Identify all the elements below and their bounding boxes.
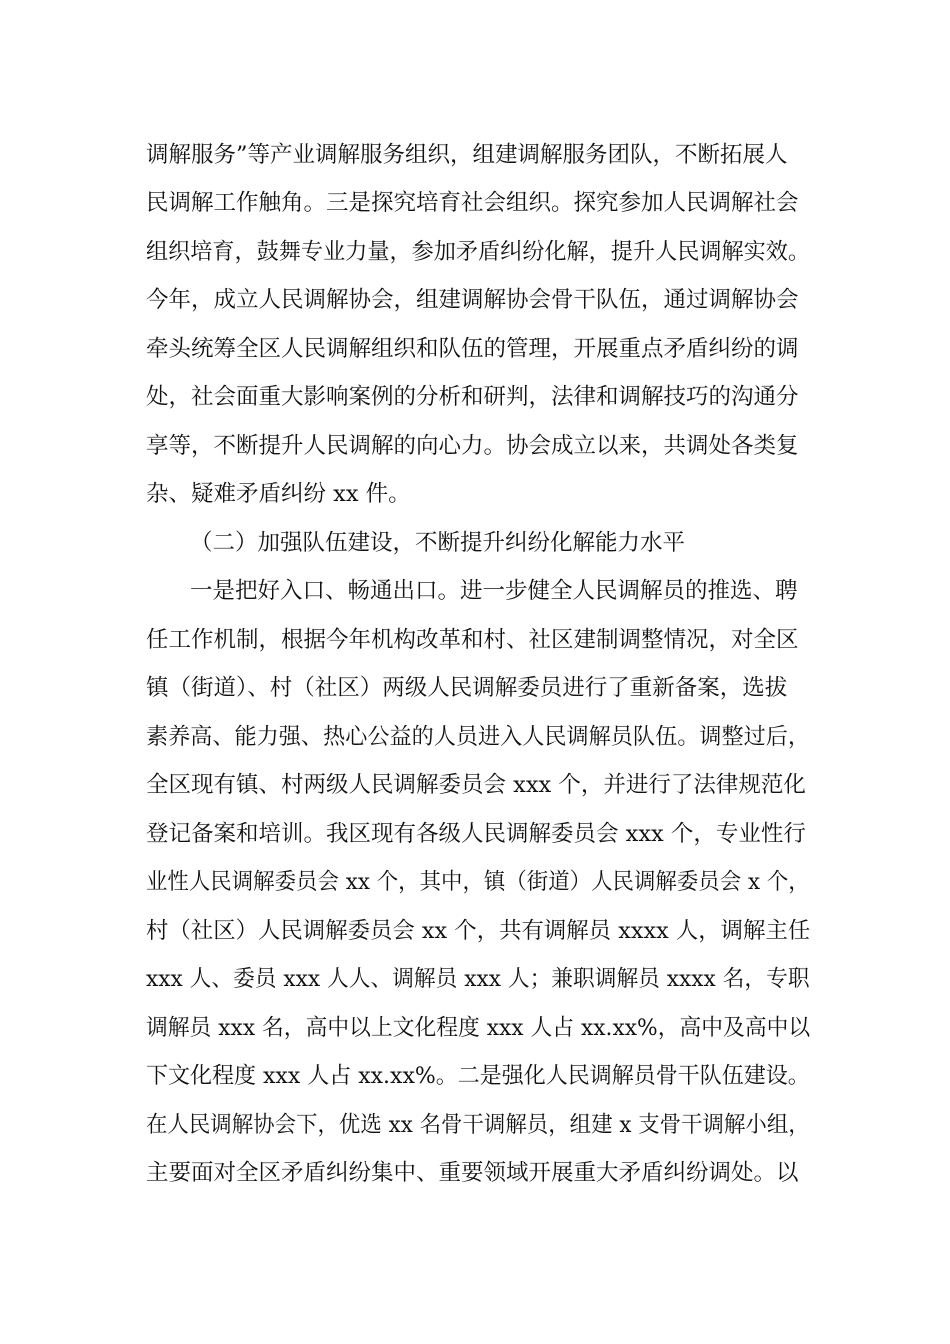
text-line-16: 业性人民调解委员会 xx 个，其中，镇（街道）人民调解委员会 x 个，	[146, 869, 810, 895]
text-line-18: xxx 人、委员 xxx 人人、调解员 xxx 人；兼职调解员 xxxx 名，专职	[146, 966, 810, 992]
text-line-6: 处，社会面重大影响案例的分析和研判，法律和调解技巧的沟通分	[146, 384, 799, 410]
text-line-4: 今年，成立人民调解协会，组建调解协会骨干队伍，通过调解协会	[146, 287, 799, 313]
text-line-22: 主要面对全区矛盾纠纷集中、重要领域开展重大矛盾纠纷调处。以	[146, 1160, 799, 1186]
text-line-20: 下文化程度 xxx 人占 xx.xx%。二是强化人民调解员骨干队伍建设。	[146, 1063, 810, 1089]
text-line-11: 任工作机制，根据今年机构改革和村、社区建制调整情况，对全区	[146, 627, 799, 653]
text-line-12: 镇（街道）、村（社区）两级人民调解委员进行了重新备案，选拔	[146, 675, 788, 701]
text-line-8: 杂、疑难矛盾纠纷 xx 件。	[146, 481, 411, 507]
text-line-5: 牵头统筹全区人民调解组织和队伍的管理，开展重点矛盾纠纷的调	[146, 336, 799, 362]
text-line-14: 全区现有镇、村两级人民调解委员会 xxx 个，并进行了法律规范化	[146, 772, 806, 798]
text-line-15: 登记备案和培训。我区现有各级人民调解委员会 xxx 个，专业性行	[146, 821, 806, 847]
text-line-17: 村（社区）人民调解委员会 xx 个，共有调解员 xxxx 人，调解主任	[146, 918, 811, 944]
text-line-13: 素养高、能力强、热心公益的人员进入人民调解员队伍。调整过后，	[146, 724, 811, 750]
text-line-1: 调解服务”等产业调解服务组织，组建调解服务团队，不断拓展人	[146, 142, 788, 168]
text-line-3: 组织培育，鼓舞专业力量，参加矛盾纠纷化解，提升人民调解实效。	[146, 239, 811, 265]
text-line-19: 调解员 xxx 名，高中以上文化程度 xxx 人占 xx.xx%，高中及高中以	[146, 1015, 811, 1041]
section-heading: （二）加强队伍建设，不断提升纠纷化解能力水平	[190, 530, 686, 556]
text-line-21: 在人民调解协会下，优选 xx 名骨干调解员，组建 x 支骨干调解小组，	[146, 1112, 810, 1138]
text-line-10: 一是把好入口、畅通出口。进一步健全人民调解员的推选、聘	[190, 578, 798, 604]
text-line-7: 享等，不断提升人民调解的向心力。协会成立以来，共调处各类复	[146, 433, 799, 459]
text-line-2: 民调解工作触角。三是探究培育社会组织。探究参加人民调解社会	[146, 190, 799, 216]
